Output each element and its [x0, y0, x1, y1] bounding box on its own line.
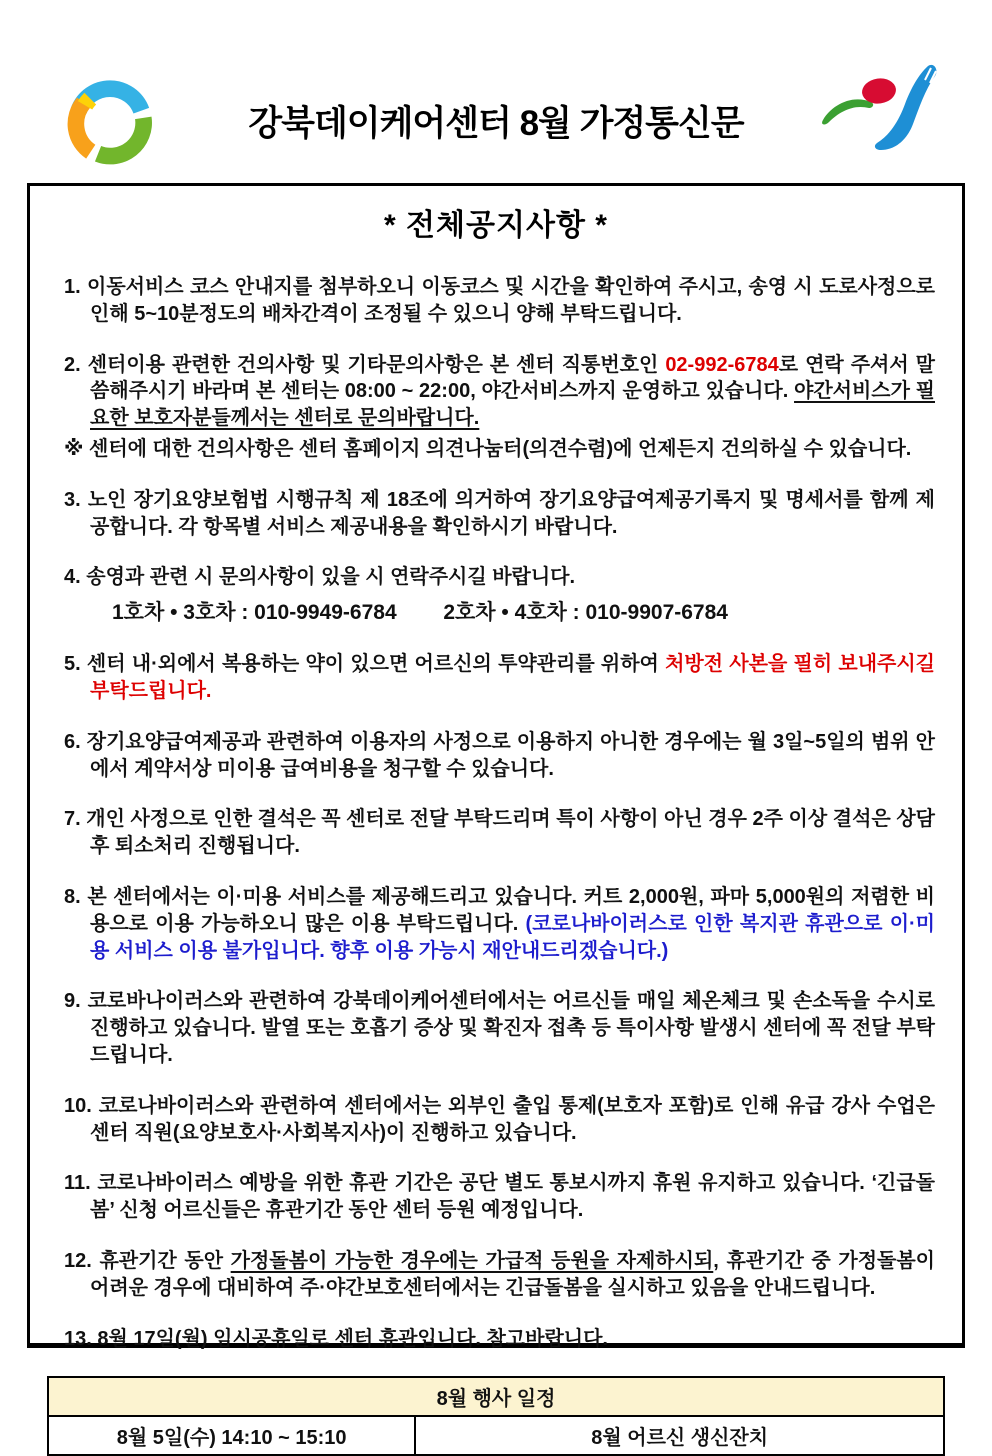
notice-item-text: 개인 사정으로 인한 결석은 꼭 센터로 전달 부탁드리며 특이 사항이 아닌 경우 2주 이상 결석은 상담 후 퇴소처리 진행됩니다.: [86, 808, 935, 858]
notice-box: [27, 183, 965, 1450]
notice-item: [64, 352, 935, 432]
notice-item-marker: 11.: [64, 1172, 98, 1195]
seoul-city-logo-icon: [815, 58, 955, 176]
notice-item-marker: 8.: [64, 886, 88, 909]
notice-item-subline: 1호차 • 3호차 : 010-9949-6784 2호차 • 4호차 : 010-9907-6784: [112, 601, 728, 625]
notice-item-text: 송영과 관련 시 문의사항이 있을 시 연락주시길 바랍니다.: [86, 566, 576, 589]
notice-title: * 전체공지사항 *: [384, 209, 608, 242]
notice-item-marker: 7.: [64, 808, 87, 831]
notice-item-text: 로 연락 주셔서 말씀해주시기 바라며 본 센터는 08:00 ~ 22:00, 야간서비스까지 운영하고 있습니다.: [90, 353, 935, 403]
notice-item-text-blue: (코로나바이러스로 인한 복지관 휴관으로 이·미용 서비스 이용 불가입니다. 향후 이용 가능시 재안내드리겠습니다.): [90, 912, 935, 962]
notice-item-text: 노인 장기요양보험법 시행규칙 제 18조에 의거하여 장기요양급여제공기록지 및 명세서를 함께 제공합니다. 각 항목별 서비스 제공내용을 확인하시기 바랍니다.: [87, 488, 935, 538]
notice-item: [64, 487, 935, 541]
notice-item-text: 이동서비스 코스 안내지를 첨부하오니 이동코스 및 시간을 확인하여 주시고, 송영 시 도로사정으로 인해 5~10분정도의 배차간격이 조정될 수 있으니 양해 부탁드립니다.: [87, 276, 935, 325]
notice-item: [64, 729, 935, 783]
notice-item-text-underline: 가정돌봄이 가능한 경우에는 가급적 등원을 자제하시되: [230, 1250, 714, 1273]
notice-item-text: 휴관기간 동안: [99, 1250, 231, 1273]
notice-item-text: 본 센터에서는 이·미용 서비스를 제공해드리고 있습니다. 커트 2,000원, 파마 5,000원의 저렴한 비용으로 이용 가능하오니 많은 이용 부탁드립니다.: [87, 886, 935, 935]
notice-item: [64, 564, 935, 627]
notice-item-text-red: 처방전 사본을 필히 보내주시길 부탁드립니다.: [90, 653, 935, 703]
page-title: 강북데이케어센터 8월 가정통신문: [248, 104, 744, 143]
notice-item-marker: 3.: [64, 488, 88, 511]
notice-item-marker: 5.: [64, 653, 87, 676]
notice-item-text: 코로나바이러스와 관련하여 센터에서는 외부인 출입 통제(보호자 포함)로 인해 유급 강사 수업은 센터 직원(요양보호사·사회복지사)이 진행하고 있습니다.: [90, 1094, 935, 1144]
notice-item-text-red: 02-992-6784: [665, 353, 779, 376]
schedule-event-cell: 8월 어르신 생신잔치: [415, 1416, 944, 1455]
notice-item-text: 코로나바이러스 예방을 위한 휴관 기간은 공단 별도 통보시까지 휴원 유지하고 있습니다. ‘긴급돌봄’ 신청 어르신들은 휴관기간 동안 센터 등원 예정입니다.: [90, 1172, 935, 1222]
notice-item: [64, 1326, 935, 1353]
notice-item-text-underline: 야간서비스가 필요한 보호자분들께서는 센터로 문의바랍니다.: [90, 380, 935, 430]
notice-item-marker: 2.: [64, 353, 88, 376]
schedule-table: [47, 1376, 945, 1456]
notice-item-marker: 10.: [64, 1094, 99, 1117]
notice-item-marker: 13.: [64, 1327, 98, 1350]
notice-item: [64, 1170, 935, 1224]
notice-item-marker: 12.: [64, 1250, 100, 1273]
notice-item-text: 8월 17일(월) 임시공휴일로 센터 휴관입니다. 참고바랍니다.: [97, 1327, 608, 1350]
notice-item-marker: 1.: [64, 276, 88, 298]
notice-item-text: 센터이용 관련한 건의사항 및 기타문의사항은 본 센터 직통번호인: [87, 353, 666, 376]
notice-item: [64, 1093, 935, 1147]
notice-item-marker: 6.: [64, 730, 87, 753]
notice-item-text: 코로바나이러스와 관련하여 강북데이케어센터에서는 어르신들 매일 체온체크 및 손소독을 수시로 진행하고 있습니다. 발열 또는 호흡기 증상 및 확진자 접촉 등 특이사항 발생시 센터에 꼭 전달 부탁드립니다.: [87, 990, 935, 1067]
notice-item: [64, 884, 935, 964]
notice-list: [47, 274, 945, 1352]
notice-item-marker: 4.: [64, 566, 87, 589]
schedule-table-header: 8월 행사 일정: [48, 1377, 944, 1416]
notice-item: [64, 1248, 935, 1302]
notice-item: [64, 806, 935, 860]
notice-item-text: 장기요양급여제공과 관련하여 이용자의 사정으로 이용하지 아니한 경우에는 월 3일~5일의 범위 안에서 계약서상 미이용 급여비용을 청구할 수 있습니다.: [86, 730, 935, 780]
schedule-time-cell: 8월 5일(수) 14:10 ~ 15:10: [48, 1416, 415, 1455]
notice-item-marker: ※: [64, 437, 89, 460]
notice-item: [64, 651, 935, 705]
notice-item: [64, 274, 935, 328]
notice-item-text: 센터에 대한 건의사항은 센터 홈페이지 의견나눔터(의견수렴)에 언제든지 건의하실 수 있습니다.: [89, 437, 912, 460]
notice-item-text: 센터 내·외에서 복용하는 약이 있으면 어르신의 투약관리를 위하여: [86, 653, 666, 676]
notice-item-text: , 휴관기간 중 가정돌봄이 어려운 경우에 대비하여 주·야간보호센터에서는 긴급돌봄을 실시하고 있음을 안내드립니다.: [90, 1250, 935, 1299]
notice-item: [64, 436, 935, 463]
notice-item: [64, 988, 935, 1068]
header: [0, 0, 992, 183]
notice-item-marker: 9.: [64, 990, 88, 1013]
schedule-table-row: [48, 1416, 944, 1455]
